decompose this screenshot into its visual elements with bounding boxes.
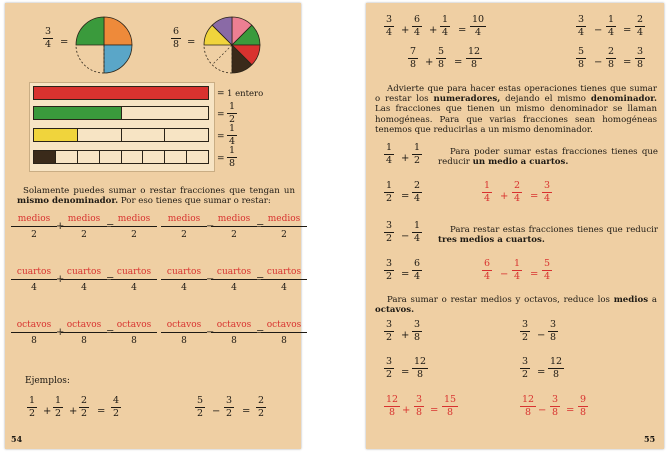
- word-denominator: 8: [281, 336, 287, 346]
- equals-sign: =: [566, 405, 575, 416]
- word-numerator: cuartos: [61, 267, 107, 280]
- word-numerator: cuartos: [11, 267, 57, 280]
- word-numerator: medios: [261, 214, 307, 227]
- equals-sign: =: [430, 405, 439, 416]
- conversion-fraction: 6 4: [414, 258, 421, 282]
- word-denominator: 8: [181, 336, 187, 346]
- red-fraction: 2 4: [514, 180, 521, 204]
- bar-eighths: [33, 150, 209, 164]
- equals-sign: =: [623, 25, 632, 36]
- sum-result: 10 4: [472, 14, 485, 38]
- final-conversion: 12 8: [414, 356, 427, 380]
- equals-sign: =: [106, 274, 115, 285]
- word-denominator: 2: [281, 230, 287, 240]
- example-fraction: 1 2: [55, 395, 62, 419]
- word-numerator: medios: [161, 214, 207, 227]
- plus-sign: +: [56, 274, 65, 285]
- red-fraction: 6 4: [484, 258, 491, 282]
- word-fraction: [161, 214, 207, 240]
- plus-sign: +: [402, 405, 411, 416]
- example-fraction: 1 2: [29, 395, 36, 419]
- plus-sign: +: [56, 221, 65, 232]
- bar-label-whole: 1 entero: [227, 89, 264, 99]
- minus-sign: −: [206, 274, 215, 285]
- equals-sign: =: [401, 367, 410, 378]
- example-fraction: 2 2: [81, 395, 88, 419]
- example-fraction: 4 2: [113, 395, 120, 419]
- final-conversion: 3 2: [386, 356, 393, 380]
- word-numerator: medios: [61, 214, 107, 227]
- quarter-slice-empty: [76, 45, 104, 73]
- equals-sign: =: [623, 57, 632, 68]
- equals-sign: =: [97, 406, 106, 417]
- final-fraction: 3 2: [522, 319, 529, 343]
- sum-result: 3 8: [637, 46, 644, 70]
- equals-sign: =: [106, 327, 115, 338]
- minus-sign: −: [594, 25, 603, 36]
- circle-quarters-diagram: [69, 11, 141, 81]
- sum-fraction: 7 8: [410, 46, 417, 70]
- example-fraction: 5 2: [197, 395, 204, 419]
- word-numerator: octavos: [11, 320, 57, 333]
- word-fraction: [211, 214, 257, 240]
- final-red-fraction: 12 8: [386, 394, 399, 418]
- word-denominator: 4: [31, 283, 37, 293]
- plus-sign: +: [429, 25, 438, 36]
- minus-sign: −: [206, 221, 215, 232]
- equals-sign: =: [454, 57, 463, 68]
- question-fraction: 1 4: [414, 220, 421, 244]
- word-numerator: medios: [211, 214, 257, 227]
- bar-whole: [33, 86, 209, 100]
- sum-fraction: 1 4: [442, 14, 449, 38]
- word-fraction: [61, 320, 107, 346]
- page-number-left: 54: [11, 434, 23, 444]
- equals-sign: =: [242, 406, 251, 417]
- minus-sign: −: [538, 405, 547, 416]
- word-numerator: cuartos: [161, 267, 207, 280]
- equals-sign: =: [537, 367, 546, 378]
- medios-octavos-paragraph: Para sumar o restar medios y octavos, reduce los medios a octavos.: [375, 295, 657, 316]
- fraction-three-quarters: 3 4: [45, 26, 52, 50]
- quarter-slice: [76, 17, 104, 45]
- equals-sign: =: [217, 89, 225, 99]
- word-fraction: [61, 267, 107, 293]
- ejemplos-label: Ejemplos:: [25, 376, 70, 386]
- word-fraction: [11, 267, 57, 293]
- equals-sign: =: [530, 191, 539, 202]
- word-fraction: [161, 320, 207, 346]
- final-conversion: 3 2: [522, 356, 529, 380]
- intro-paragraph: Solamente puedes sumar o restar fracciones que tengan un mismo denominador. Por eso tienes que sumar o restar:: [17, 186, 295, 207]
- equals-sign: =: [530, 269, 539, 280]
- final-red-result: 9 8: [580, 394, 587, 418]
- word-denominator: 2: [131, 230, 137, 240]
- minus-sign: −: [401, 231, 410, 242]
- word-denominator: 4: [131, 283, 137, 293]
- bar-label-half: 1 2: [229, 101, 236, 125]
- word-fraction: [261, 214, 307, 240]
- sum-fraction: 5 8: [438, 46, 445, 70]
- minus-sign: −: [212, 406, 221, 417]
- sum-fraction: 2 8: [608, 46, 615, 70]
- question-fraction: 1 4: [386, 142, 393, 166]
- final-fraction: 3 2: [386, 319, 393, 343]
- word-denominator: 2: [31, 230, 37, 240]
- final-red-fraction: 3 8: [552, 394, 559, 418]
- equals-sign: =: [217, 110, 225, 120]
- final-fraction: 3 8: [414, 319, 421, 343]
- word-denominator: 4: [181, 283, 187, 293]
- word-numerator: medios: [11, 214, 57, 227]
- word-numerator: octavos: [211, 320, 257, 333]
- word-numerator: octavos: [111, 320, 157, 333]
- equals-sign: =: [256, 327, 265, 338]
- word-fraction: [211, 267, 257, 293]
- sum-fraction: 6 4: [414, 14, 421, 38]
- word-denominator: 2: [81, 230, 87, 240]
- word-denominator: 8: [131, 336, 137, 346]
- red-fraction: 1 4: [484, 180, 491, 204]
- equals-sign: =: [187, 37, 196, 48]
- conversion-fraction: 2 4: [414, 180, 421, 204]
- word-fraction: [11, 214, 57, 240]
- question-fraction: 3 2: [386, 220, 393, 244]
- word-numerator: octavos: [161, 320, 207, 333]
- word-numerator: medios: [111, 214, 157, 227]
- red-result: 3 4: [544, 180, 551, 204]
- left-page: [5, 3, 301, 449]
- plus-sign: +: [43, 406, 52, 417]
- equals-sign: =: [217, 132, 225, 142]
- plus-sign: +: [56, 327, 65, 338]
- example-fraction: 3 2: [226, 395, 233, 419]
- page-number-right: 55: [644, 434, 656, 444]
- sum-fraction: 3 4: [578, 14, 585, 38]
- subtraction-instruction: Para restar estas fracciones tienes que reducir tres medios a cuartos.: [438, 225, 658, 246]
- sum-fraction: 3 4: [386, 14, 393, 38]
- example-fraction: 2 2: [258, 395, 265, 419]
- bar-halves: [33, 106, 209, 120]
- word-numerator: octavos: [61, 320, 107, 333]
- minus-sign: −: [500, 269, 509, 280]
- conversion-fraction: 1 2: [386, 180, 393, 204]
- equals-sign: =: [401, 191, 410, 202]
- word-fraction: [211, 320, 257, 346]
- equals-sign: =: [256, 221, 265, 232]
- plus-sign: +: [69, 406, 78, 417]
- word-fraction: [111, 267, 157, 293]
- plus-sign: +: [500, 191, 509, 202]
- word-fraction: [61, 214, 107, 240]
- quarter-slice: [104, 45, 132, 73]
- minus-sign: −: [206, 327, 215, 338]
- bar-label-eighth: 1 8: [229, 145, 236, 169]
- plus-sign: +: [401, 330, 410, 341]
- sum-instruction: Para poder sumar estas fracciones tienes que reducir un medio a cuartos.: [438, 147, 658, 168]
- circle-eighths-diagram: [197, 11, 269, 81]
- equals-sign: =: [106, 221, 115, 232]
- word-denominator: 8: [31, 336, 37, 346]
- red-result: 5 4: [544, 258, 551, 282]
- word-denominator: 8: [231, 336, 237, 346]
- equals-sign: =: [217, 154, 225, 164]
- right-page: [366, 3, 664, 449]
- equals-sign: =: [401, 269, 410, 280]
- word-denominator: 4: [281, 283, 287, 293]
- final-conversion: 12 8: [550, 356, 563, 380]
- word-fraction: [261, 267, 307, 293]
- minus-sign: −: [594, 57, 603, 68]
- equals-sign: =: [60, 37, 69, 48]
- sum-fraction: 1 4: [608, 14, 615, 38]
- plus-sign: +: [401, 25, 410, 36]
- word-fraction: [111, 320, 157, 346]
- final-red-fraction: 12 8: [522, 394, 535, 418]
- conversion-fraction: 3 2: [386, 258, 393, 282]
- equals-sign: =: [458, 25, 467, 36]
- red-fraction: 1 4: [514, 258, 521, 282]
- sum-result: 12 8: [468, 46, 481, 70]
- bar-quarters: [33, 128, 209, 142]
- word-denominator: 2: [181, 230, 187, 240]
- equals-sign: =: [256, 274, 265, 285]
- word-numerator: octavos: [261, 320, 307, 333]
- explanation-paragraph: Advierte que para hacer estas operaciones tienes que sumar o restar los numeradores, dejando el mismo denominador. Las fracciones que tienen un mismo denominador se llaman homogéneas. Para que varias fracciones sean homogéneas tenemos que reducirlas a un mismo denominador.: [375, 84, 657, 135]
- quarter-slice: [104, 17, 132, 45]
- final-red-fraction: 3 8: [416, 394, 423, 418]
- plus-sign: +: [401, 153, 410, 164]
- word-numerator: cuartos: [211, 267, 257, 280]
- question-fraction: 1 2: [414, 142, 421, 166]
- word-numerator: cuartos: [261, 267, 307, 280]
- sum-result: 2 4: [637, 14, 644, 38]
- word-denominator: 4: [231, 283, 237, 293]
- minus-sign: −: [537, 330, 546, 341]
- word-fraction: [161, 267, 207, 293]
- fraction-six-eighths: 6 8: [173, 26, 180, 50]
- word-denominator: 2: [231, 230, 237, 240]
- word-fraction: [111, 214, 157, 240]
- word-denominator: 8: [81, 336, 87, 346]
- bar-label-quarter: 1 4: [229, 123, 236, 147]
- word-denominator: 4: [81, 283, 87, 293]
- word-fraction: [261, 320, 307, 346]
- final-red-result: 15 8: [444, 394, 457, 418]
- plus-sign: +: [425, 57, 434, 68]
- sum-fraction: 5 8: [578, 46, 585, 70]
- word-numerator: cuartos: [111, 267, 157, 280]
- word-fraction: [11, 320, 57, 346]
- final-fraction: 3 8: [550, 319, 557, 343]
